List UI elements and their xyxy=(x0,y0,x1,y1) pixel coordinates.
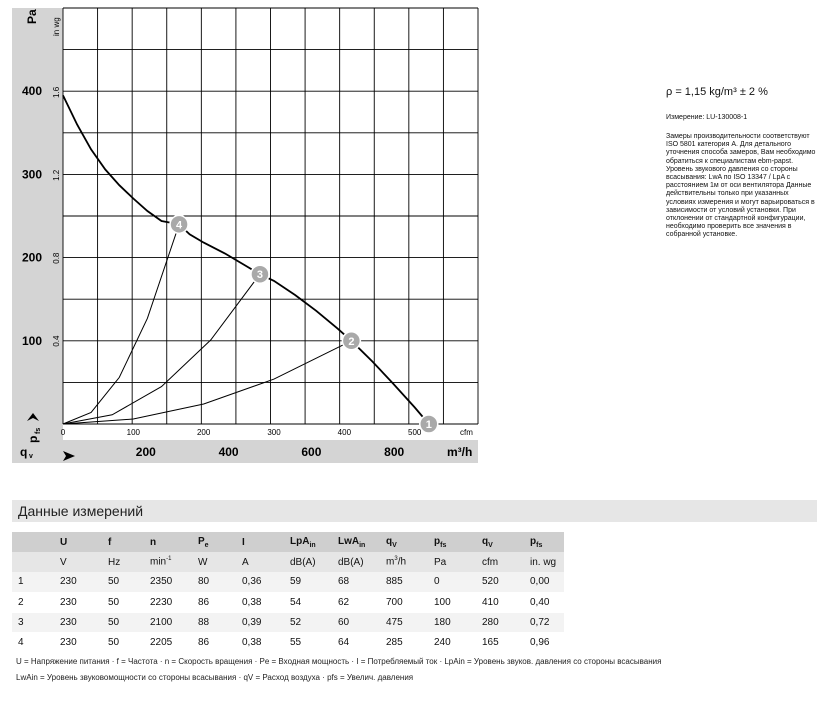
table-cell: 230 xyxy=(54,592,102,612)
section-title: Данные измерений xyxy=(18,503,144,519)
table-cell: 59 xyxy=(284,572,332,592)
y-tick-label: 100 xyxy=(21,333,42,348)
column-header-text: LwA$_{in}$ xyxy=(338,535,366,549)
y-tick-label: 400 xyxy=(21,84,42,99)
table-cell: 180 xyxy=(428,612,476,632)
column-header xyxy=(102,532,144,552)
column-header xyxy=(476,532,524,552)
table-cell: 50 xyxy=(102,632,144,652)
column-header-text: $p_{fs}$ xyxy=(530,535,543,549)
y-axis-band xyxy=(12,8,63,463)
table-cell: 54 xyxy=(284,592,332,612)
x-tick-label: 200 xyxy=(196,428,211,437)
table-cell: 80 xyxy=(192,572,236,592)
table-cell: 86 xyxy=(192,592,236,612)
operating-point-label: 4 xyxy=(175,219,183,232)
y2-axis-label: in wg xyxy=(52,17,61,36)
x-tick-label: 300 xyxy=(267,428,281,437)
table-cell: 1 xyxy=(12,572,54,592)
table-cell: 280 xyxy=(476,612,524,632)
table-cell: 230 xyxy=(54,612,102,632)
column-header-text: U xyxy=(60,536,68,548)
y-tick-label: 300 xyxy=(21,167,42,182)
x-axis-tag-sub: v xyxy=(29,453,33,460)
column-header xyxy=(12,532,54,552)
y-tick-label: 200 xyxy=(21,250,42,265)
column-header xyxy=(144,532,192,552)
table-cell: 88 xyxy=(192,612,236,632)
y2-tick-label: 1.6 xyxy=(52,86,61,98)
section-header xyxy=(12,500,817,522)
table-cell: 410 xyxy=(476,592,524,612)
table-cell: 0,36 xyxy=(236,572,284,592)
table-cell: 0,38 xyxy=(236,632,284,652)
column-header xyxy=(428,532,476,552)
x-tick-label: 500 xyxy=(408,428,422,437)
x2-tick-label: 600 xyxy=(301,445,322,459)
table-cell: 885 xyxy=(380,572,428,592)
table-cell: 100 xyxy=(428,592,476,612)
y2-tick-label: 0.4 xyxy=(52,335,61,347)
x-tick-label: 400 xyxy=(337,428,352,437)
fan-performance-chart xyxy=(0,0,490,470)
operating-point-label: 2 xyxy=(348,335,355,348)
unit-cell: in. wg xyxy=(524,552,564,572)
table-cell: 50 xyxy=(102,592,144,612)
column-header xyxy=(332,532,380,552)
column-header xyxy=(236,532,284,552)
table-cell: 4 xyxy=(12,632,54,652)
legend-line-2: LwAin = Уровень звуковомощности со стороны всасывания · qV = Расход воздуха · pfs = Увелич. давления xyxy=(16,673,414,682)
table-units-row xyxy=(12,552,564,572)
column-header xyxy=(284,532,332,552)
table-row xyxy=(12,632,564,652)
table-cell: 700 xyxy=(380,592,428,612)
column-header-text: $p_{fs}$ xyxy=(434,535,447,549)
y2-tick-label: 0.8 xyxy=(52,252,61,264)
table-cell: 230 xyxy=(54,572,102,592)
side-info xyxy=(666,86,816,240)
table-cell: 0,96 xyxy=(524,632,564,652)
table-cell: 285 xyxy=(380,632,428,652)
table-cell: 64 xyxy=(332,632,380,652)
table-cell: 0 xyxy=(428,572,476,592)
table-cell: 0,72 xyxy=(524,612,564,632)
table-cell: 0,39 xyxy=(236,612,284,632)
unit-cell: A xyxy=(236,552,284,572)
measurement-table xyxy=(12,532,564,653)
column-header-text: I xyxy=(242,536,245,548)
table-row xyxy=(12,572,564,592)
table-cell: 230 xyxy=(54,632,102,652)
table-row xyxy=(12,592,564,612)
chart-canvas xyxy=(0,0,490,470)
unit-cell: dB(A) xyxy=(284,552,332,572)
unit-cell: W xyxy=(192,552,236,572)
table-cell: 3 xyxy=(12,612,54,632)
table-header-row xyxy=(12,532,564,552)
table-cell: 55 xyxy=(284,632,332,652)
column-header xyxy=(54,532,102,552)
table-cell: 0,38 xyxy=(236,592,284,612)
operating-point-label: 3 xyxy=(256,269,264,282)
table-row xyxy=(12,612,564,632)
measurement-id: Измерение: LU-130008-1 xyxy=(666,114,748,121)
measurement-note: Замеры производительности соответствуют ISO 5801 категория А. Для детального уточнения способа замеров, Вам необходимо обратиться к специалистам ebm-papst. Уровень звукового давления со стороны всасывания: LwA по ISO 13347 / LpA с расстоянием 1м от оси вентилятора Данные действительны только при указанных условиях измерения и могут варьироваться в зависимости от условий установки. При отклонении от стандартной конфигурации, необходимо проверить все значения в собранной установке. xyxy=(666,133,816,239)
column-header-text: $P_e$ xyxy=(198,535,209,549)
table-cell: 52 xyxy=(284,612,332,632)
unit-cell: cfm xyxy=(476,552,524,572)
unit-cell: Hz xyxy=(102,552,144,572)
table-cell: 60 xyxy=(332,612,380,632)
column-header-text: n xyxy=(150,536,157,548)
table-cell: 475 xyxy=(380,612,428,632)
air-density: ρ = 1,15 kg/m³ ± 2 % xyxy=(666,86,768,98)
table-cell: 50 xyxy=(102,612,144,632)
x-axis-unit-cfm: cfm xyxy=(460,428,473,437)
unit-cell xyxy=(12,552,54,572)
table-cell: 2350 xyxy=(144,572,192,592)
x2-axis-label: m³/h xyxy=(447,445,473,459)
y-axis-tag-sub: fs xyxy=(35,427,42,434)
table-cell: 62 xyxy=(332,592,380,612)
x2-tick-label: 200 xyxy=(135,445,156,459)
x-axis-tag: q xyxy=(20,445,28,459)
table-cell: 50 xyxy=(102,572,144,592)
column-header xyxy=(524,532,564,552)
legend-line-1: U = Напряжение питания · f = Частота · n = Скорость вращения · Pe = Входная мощность · I = Потребляемый ток · LpAin = Уровень звуков. давления со стороны всасывания xyxy=(16,657,662,666)
x2-tick-label: 400 xyxy=(218,445,239,459)
table-cell: 86 xyxy=(192,632,236,652)
unit-cell: $m^3/h$ xyxy=(380,552,428,572)
table-cell: 165 xyxy=(476,632,524,652)
table-cell: 2205 xyxy=(144,632,192,652)
table-cell: 2100 xyxy=(144,612,192,632)
table-cell: 240 xyxy=(428,632,476,652)
table-cell: 2230 xyxy=(144,592,192,612)
table-cell: 0,00 xyxy=(524,572,564,592)
operating-point-label: 1 xyxy=(425,419,432,431)
table-cell: 520 xyxy=(476,572,524,592)
column-header xyxy=(380,532,428,552)
column-header-text: f xyxy=(108,536,112,548)
y-axis-tag: p xyxy=(26,435,40,443)
y-axis-label: Pa xyxy=(25,9,39,24)
column-header-text: $q_V$ xyxy=(482,535,493,549)
x-tick-label: 100 xyxy=(126,428,141,437)
x-tick-label: 0 xyxy=(60,428,66,437)
column-header-text: $q_V$ xyxy=(386,535,397,549)
table-cell: 2 xyxy=(12,592,54,612)
unit-cell: V xyxy=(54,552,102,572)
x-axis-band xyxy=(12,440,478,463)
table-cell: 0,40 xyxy=(524,592,564,612)
y2-tick-label: 1.2 xyxy=(52,169,61,181)
column-header xyxy=(192,532,236,552)
unit-cell: dB(A) xyxy=(332,552,380,572)
unit-cell: Pa xyxy=(428,552,476,572)
x2-tick-label: 800 xyxy=(384,445,405,459)
column-header-text: LpA$_{in}$ xyxy=(290,535,316,549)
table-cell: 68 xyxy=(332,572,380,592)
unit-cell: $\min^{-1}$ xyxy=(144,552,192,572)
